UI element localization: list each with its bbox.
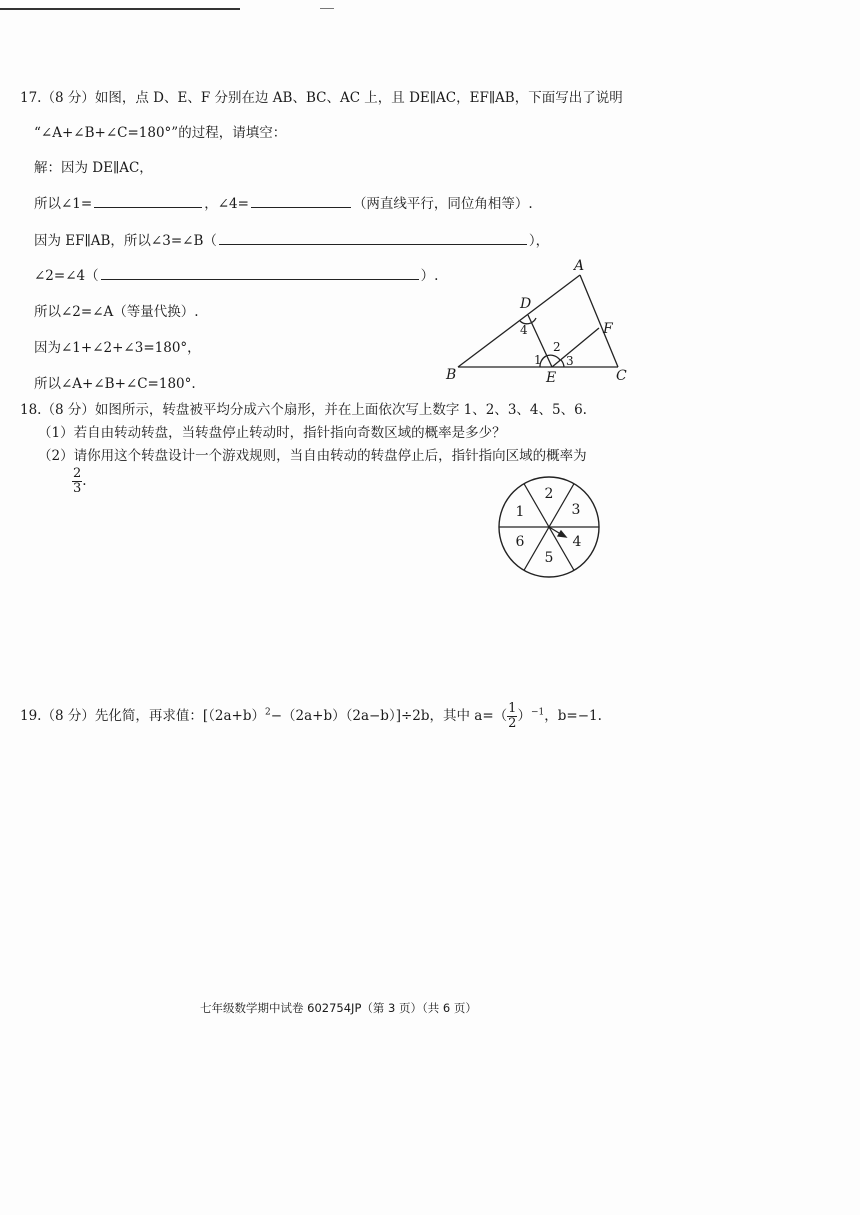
- label-d: D: [520, 296, 532, 312]
- q19-part-c: ）: [517, 708, 531, 724]
- q19-part-a: 19.（8 分）先化简，再求值：[（2a+b）: [20, 708, 265, 724]
- q18-fraction: [72, 467, 87, 496]
- q18-frac-den: 3: [73, 481, 82, 496]
- spinner-sector-1: 1: [515, 504, 525, 520]
- top-rule: [0, 8, 240, 10]
- label-b: B: [446, 367, 457, 383]
- label-f: F: [603, 321, 613, 337]
- spinner-sector-6: 6: [515, 534, 525, 550]
- q17-line7: 所以∠2=∠A（等量代换）.: [34, 304, 199, 320]
- q18-frac-num: 2: [73, 466, 82, 481]
- q19-part-d: ，b=−1.: [544, 708, 602, 724]
- q19-frac-num: 1: [508, 701, 517, 716]
- q17-line4-c: （两直线平行，同位角相等）.: [352, 196, 533, 212]
- q17-line8: 因为∠1+∠2+∠3=180°，: [34, 340, 201, 356]
- q19-part-b: −（2a+b）（2a−b）]÷2b，其中 a=（: [270, 708, 508, 724]
- q17-line4: [34, 192, 533, 212]
- q17-line6-a: ∠2=∠4（: [34, 268, 99, 284]
- q17-line3: 解：因为 DE∥AC，: [34, 160, 153, 176]
- spinner-sector-3: 3: [571, 502, 581, 518]
- label-angle3: 3: [566, 354, 574, 368]
- label-angle2: 2: [553, 340, 561, 354]
- q18-frac-end: .: [82, 473, 87, 489]
- q17-line1: 17.（8 分）如图，点 D、E、F 分别在边 AB、BC、AC 上，且 DE∥AC，EF∥AB，下面写出了说明: [20, 90, 623, 106]
- side-ab: [458, 275, 580, 367]
- q17-line5-b: ），: [528, 233, 550, 249]
- answer-blank-2[interactable]: [251, 195, 351, 208]
- q17-line6-b: ）.: [420, 268, 439, 284]
- spinner-sector-5: 5: [544, 550, 554, 566]
- q18-line3: （2）请你用这个转盘设计一个游戏规则，当自由转动的转盘停止后，指针指向区域的概率为: [38, 448, 587, 464]
- q17-line5-a: 因为 EF∥AB，所以∠3=∠B（: [34, 233, 217, 249]
- spinner-figure: [496, 474, 602, 580]
- q19-sup-square: 2: [264, 707, 271, 718]
- triangle-figure: [440, 255, 640, 385]
- q17-line4-a: 所以∠1=: [34, 196, 93, 212]
- label-angle4: 4: [520, 323, 528, 337]
- q19-sup-inverse: −1: [530, 707, 545, 718]
- label-e: E: [546, 370, 557, 385]
- label-c: C: [616, 368, 627, 384]
- top-rule-mark: [320, 8, 334, 9]
- q17-line4-b: ，∠4=: [204, 196, 249, 212]
- q18-line2: （1）若自由转动转盘，当转盘停止转动时，指针指向奇数区域的概率是多少？: [38, 425, 506, 441]
- q19-text: [20, 702, 602, 731]
- angle3-arc: [561, 360, 564, 367]
- q18-line1: 18.（8 分）如图所示，转盘被平均分成六个扇形，并在上面依次写上数字 1、2、3、4、5、6.: [20, 402, 587, 418]
- label-angle1: 1: [534, 353, 542, 367]
- spinner-sector-2: 2: [544, 486, 554, 502]
- q17-line6: [34, 264, 438, 284]
- answer-blank-1[interactable]: [94, 195, 202, 208]
- q19-frac-den: 2: [508, 716, 517, 731]
- spinner-sector-4: 4: [572, 534, 582, 550]
- answer-blank-4[interactable]: [101, 267, 419, 280]
- q17-line5: [34, 229, 549, 249]
- page-footer: 七年级数学期中试卷 602754JP（第 3 页）（共 6 页）: [200, 1001, 477, 1015]
- label-a: A: [574, 258, 585, 274]
- answer-blank-3[interactable]: [219, 232, 527, 245]
- q17-line9: 所以∠A+∠B+∠C=180°.: [34, 376, 196, 392]
- q17-line2: “∠A+∠B+∠C=180°”的过程，请填空：: [34, 125, 287, 141]
